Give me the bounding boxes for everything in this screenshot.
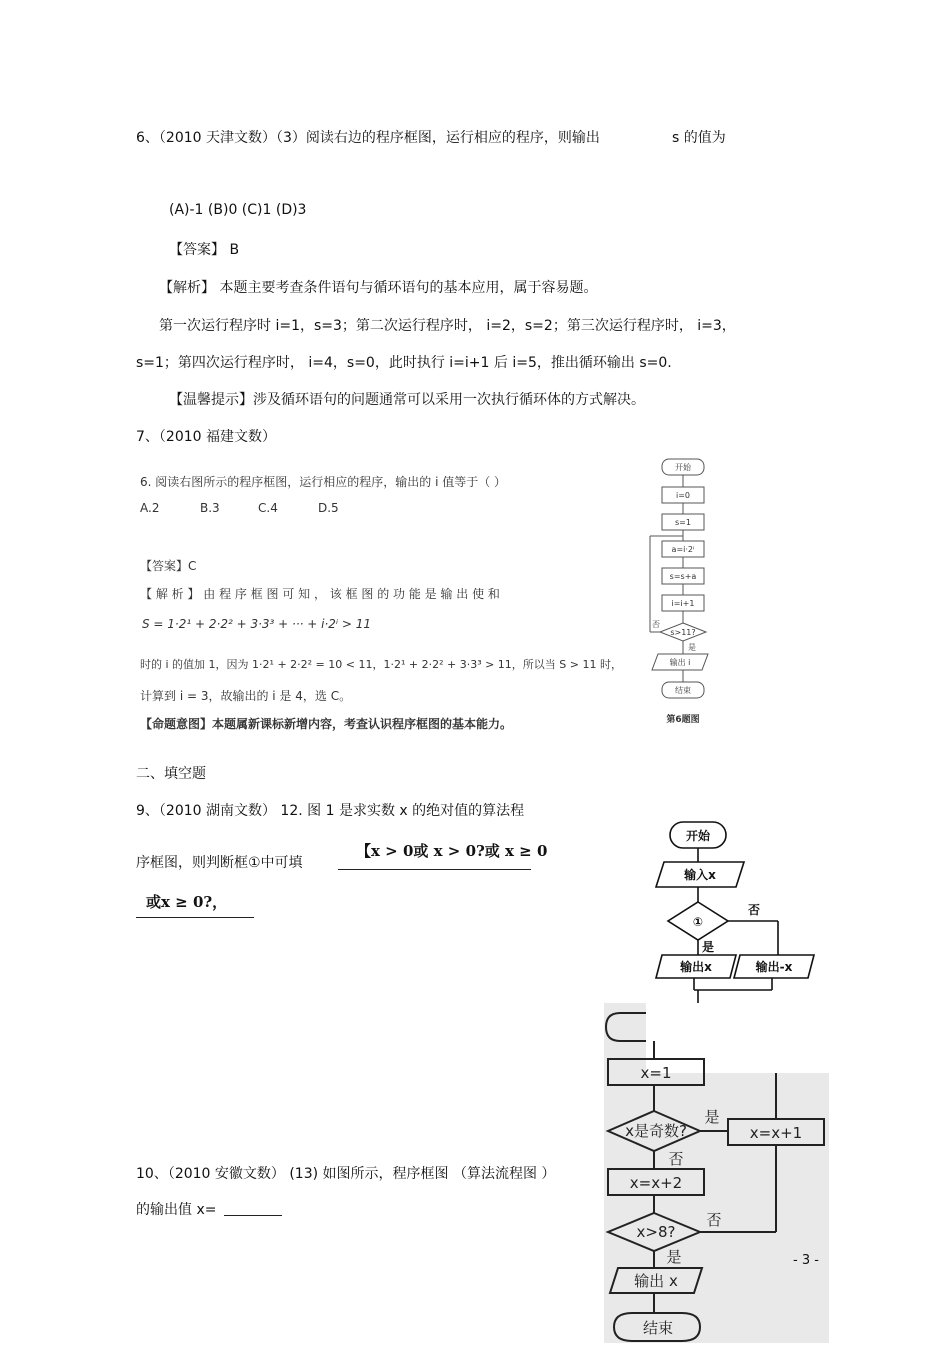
q7-flow-out: 输出 i [669,658,691,667]
q7-flow-start: 开始 [675,463,691,472]
q10-line2: 的输出值 x= [136,1202,217,1218]
q6-line1: 第一次运行程序时 i=1，s=3；第二次运行程序时， i=2，s=2；第三次运行程序时， i=3， [159,318,736,334]
q7-flow-ii1: i=i+1 [671,599,695,608]
q7-option-d: D.5 [318,501,339,515]
q10-flow-out: 输出 x [634,1272,678,1290]
q7-formula: S = 1·2¹ + 2·2² + 3·3³ + ··· + i·2ⁱ > 11 [142,617,372,631]
q6-answer: 【答案】 B [169,242,240,258]
q7-text1: 时的 i 的值加 1，因为 1·2¹ + 2·2² = 10 < 11，1·2¹ + 2·2² + 3·3³ > 11，所以当 S > 11 时， [140,658,622,671]
q7-flow-no: 否 [652,620,660,629]
q9-answer-2: 或x ≥ 0?， [146,893,228,911]
q9-flow-yes: 是 [701,940,715,954]
q9-flow-input: 输入x [684,868,716,882]
q10-flow-inc2: x=x+2 [629,1174,683,1192]
q7-flowchart [642,456,728,731]
q7-flow-ssa: s=s+a [669,572,697,581]
q6-header-s: s 的值为 [672,130,726,146]
q10-flowchart [604,1003,829,1343]
q10-flow-no: 否 [668,1150,684,1168]
q7-intent: 【命题意图】本题属新课标新增内容，考查认识程序框图的基本能力。 [140,717,513,731]
q7-flow-caption: 第6题图 [666,715,700,725]
q6-analysis: 【解析】 本题主要考查条件语句与循环语句的基本应用，属于容易题。 [159,280,598,296]
q9-header: 9、（2010 湖南文数） 12. 图 1 是求实数 x 的绝对值的算法程 [136,803,525,819]
q9-flow-start: 开始 [685,829,711,843]
q7-flow-yes: 是 [688,643,696,652]
q9-flow-cond: ① [692,915,704,929]
page-number: - 3 - [793,1253,819,1268]
q7-question: 6. 阅读右图所示的程序框图，运行相应的程序，输出的 i 值等于（ ） [140,475,507,489]
q10-flow-no2: 否 [706,1211,722,1229]
q7-text2: 计算到 i = 3，故输出的 i 是 4，选 C。 [140,689,352,703]
q7-answer: 【答案】C [140,559,197,573]
q6-options: (A)-1 (B)0 (C)1 (D)3 [169,202,307,218]
q10-flow-cond-odd: x是奇数? [625,1122,687,1140]
q7-flow-i0: i=0 [675,491,691,500]
q7-flow-s1: s=1 [675,518,691,527]
q7-option-a: A.2 [140,501,160,515]
q7-flow-ai: a=i·2ⁱ [671,545,695,554]
q6-line2: s=1；第四次运行程序时， i=4，s=0，此时执行 i=i+1 后 i=5，推出循环输出 s=0. [136,355,672,371]
q10-flow-yes: 是 [704,1108,720,1126]
q7-flow-end: 结束 [675,686,691,695]
q6-header: 6、（2010 天津文数）（3）阅读右边的程序框图，运行相应的程序，则输出 [136,130,600,146]
q10-header: 10、（2010 安徽文数） (13) 如图所示，程序框图 （算法流程图 ） [136,1166,556,1182]
q9-answer-1: 【x > 0或 x > 0?或 x ≥ 0 [356,842,548,860]
q7-header: 7、（2010 福建文数） [136,429,276,445]
q9-line2: 序框图，则判断框①中可填 [136,855,303,871]
q10-flow-x1: x=1 [640,1064,672,1082]
q9-answer-underline-1 [338,869,531,870]
q7-option-b: B.3 [200,501,220,515]
q10-flow-inc1: x=x+1 [749,1124,803,1142]
q10-flow-end: 结束 [642,1319,674,1337]
q7-option-c: C.4 [258,501,278,515]
q10-flow-yes2: 是 [666,1248,682,1266]
q6-tip: 【温馨提示】涉及循环语句的问题通常可以采用一次执行循环体的方式解决。 [169,392,645,408]
q7-analysis: 【 解 析 】 由 程 序 框 图 可 知 ， 该 框 图 的 功 能 是 输 出 使 和 [140,587,500,601]
q7-flow-cond: s>11? [670,628,696,637]
q9-flow-out-negx: 输出-x [755,960,793,974]
q10-answer-blank [224,1215,282,1216]
q9-flow-no: 否 [747,903,761,917]
q9-answer-underline-2 [136,917,254,918]
q10-flow-cond-gt: x>8? [636,1223,676,1241]
q9-flow-out-x: 输出x [680,960,712,974]
section-2-title: 二、填空题 [136,766,206,782]
